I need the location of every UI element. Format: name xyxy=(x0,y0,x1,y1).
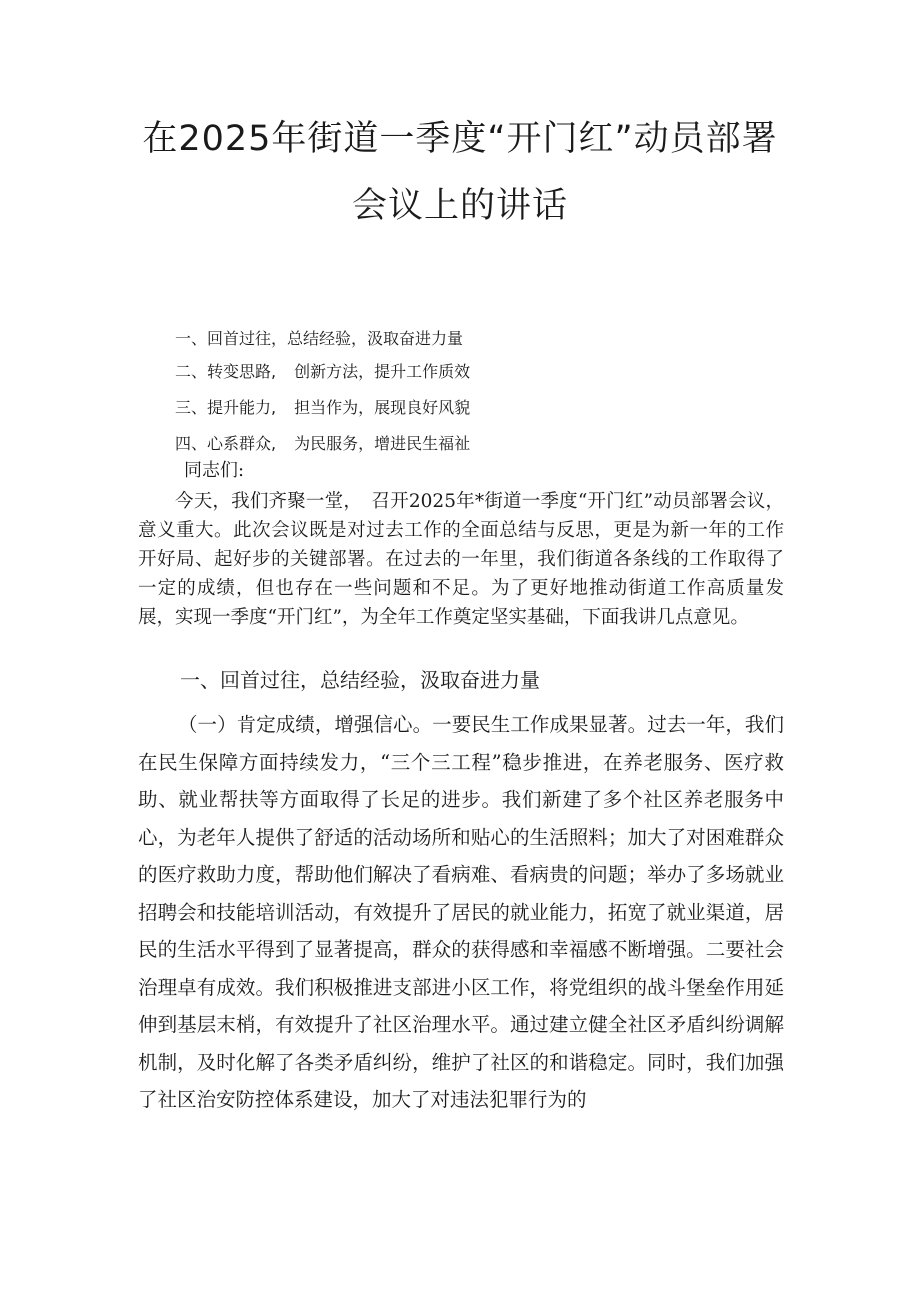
outline-item-4-lead: 四、心系群众, xyxy=(175,434,277,453)
outline-item-1 xyxy=(175,326,463,349)
outline-item-2 xyxy=(175,359,470,382)
outline-item-3-lead: 三、提升能力, xyxy=(175,398,277,417)
outline-item-3 xyxy=(175,395,470,418)
outline-item-1-text: 一、回首过往，总结经验，汲取奋进力量 xyxy=(175,329,464,348)
document-title-line-1: 在2025年街道一季度“开门红”动员部署 xyxy=(142,119,778,159)
intro-paragraph: 今天，我们齐聚一堂， 召开2025年*街道一季度“开门红”动员部署会议，意义重大。此次会议既是对过去工作的全面总结与反思，更是为新一年的工作开好局、起好步的关键部署。在过去的一年里，我们街道各条线的工作取得了一定的成绩，但也存在一些问题和不足。为了更好地推动街道工作高质量发展，实现一季度“开门红”，为全年工作奠定坚实基础，下面我讲几点意见。 xyxy=(138,491,784,628)
section-1-heading: 一、回首过往，总结经验，汲取奋进力量 xyxy=(180,668,540,692)
outline-item-4 xyxy=(175,431,470,454)
outline-item-4-rest: 为民服务，增进民生福祉 xyxy=(294,434,471,453)
document-title-line-2: 会议上的讲话 xyxy=(351,186,568,226)
outline-item-3-rest: 担当作为，展现良好风貌 xyxy=(294,398,471,417)
outline-item-2-rest: 创新方法，提升工作质效 xyxy=(294,362,471,381)
section-1-paragraph: （一）肯定成绩，增强信心。一要民生工作成果显著。过去一年，我们在民生保障方面持续发力，“三个三工程”稳步推进，在养老服务、医疗救助、就业帮扶等方面取得了长足的进步。我们新建了多个社区养老服务中心，为老年人提供了舒适的活动场所和贴心的生活照料；加大了对困难群众的医疗救助力度，帮助他们解决了看病难、看病贵的问题；举办了多场就业招聘会和技能培训活动，有效提升了居民的就业能力，拓宽了就业渠道，居民的生活水平得到了显著提高，群众的获得感和幸福感不断增强。二要社会治理卓有成效。我们积极推进支部进小区工作，将党组织的战斗堡垒作用延伸到基层末梢，有效提升了社区治理水平。通过建立健全社区矛盾纠纷调解机制，及时化解了各类矛盾纠纷，维护了社区的和谐稳定。同时，我们加强了社区治安防控体系建设，加大了对违法犯罪行为的 xyxy=(138,713,784,1111)
outline-item-2-lead: 二、转变思路, xyxy=(175,362,277,381)
salutation: 同志们: xyxy=(184,460,245,481)
